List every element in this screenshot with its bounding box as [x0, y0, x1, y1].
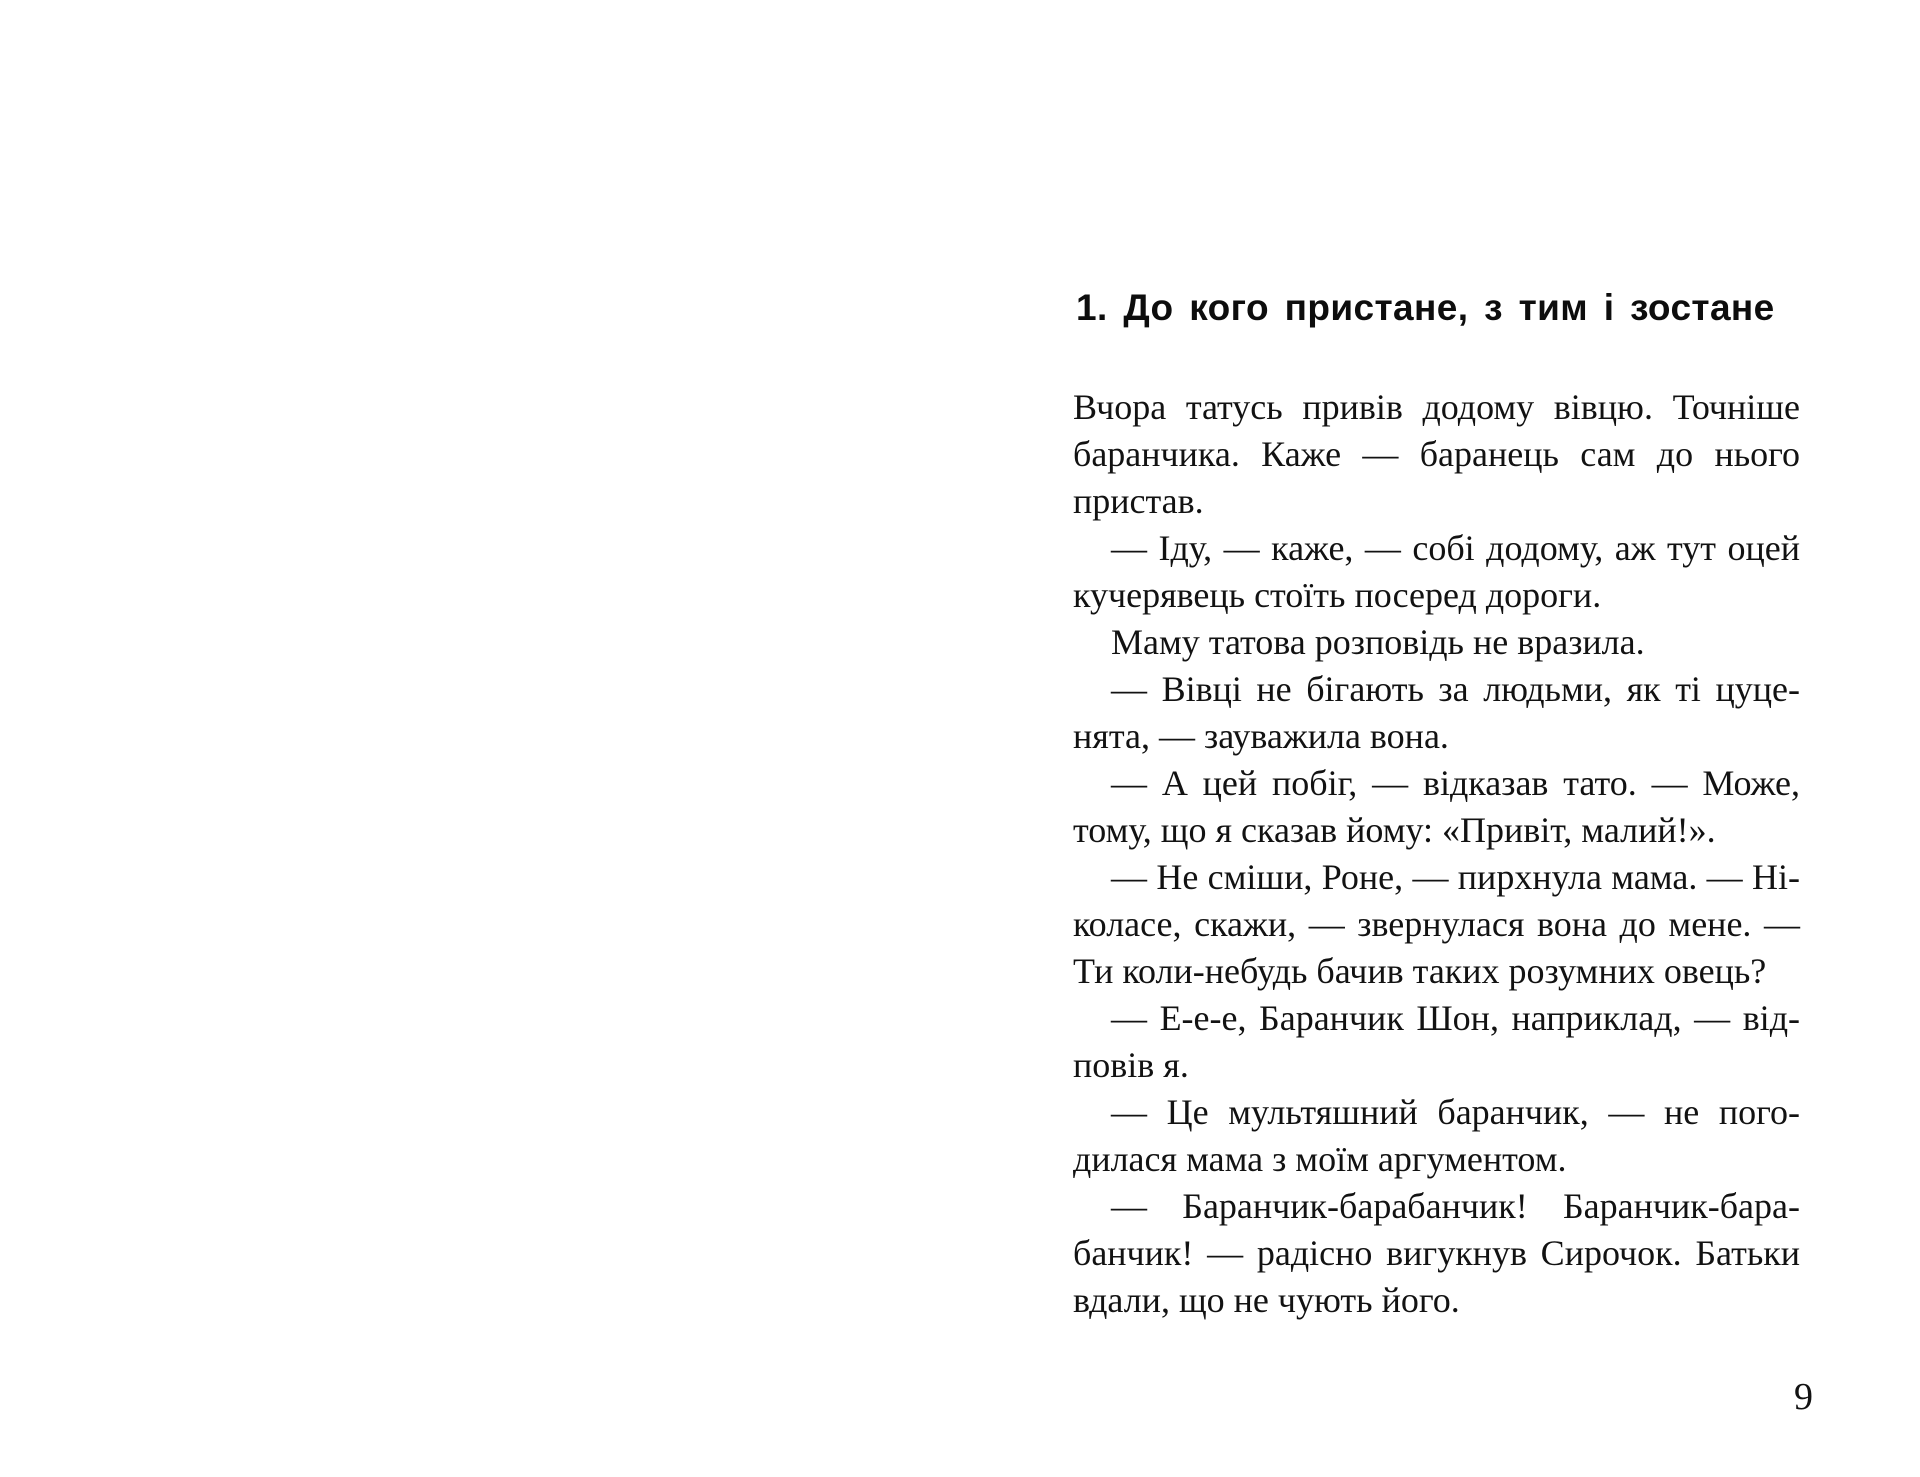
text-line: — А цей побіг, — відказав тато. — Може, [1111, 763, 1800, 803]
text-line: — Це мультяшний баранчик, — не пого- [1111, 1092, 1800, 1132]
text-line: повів я. [1073, 1045, 1189, 1085]
text-line: коласе, скажи, — звернулася вона до мене. — [1073, 904, 1800, 944]
text-line: пристав. [1073, 481, 1204, 521]
page-number: 9 [1794, 1376, 1813, 1418]
text-line: — Баранчик-барабанчик! Баранчик-бара- [1111, 1186, 1800, 1226]
text-line: кучерявець стоїть посеред дороги. [1073, 575, 1602, 615]
text-line: тому, що я сказав йому: «Привіт, малий!». [1073, 810, 1716, 850]
text-line: баранчика. Каже — баранець сам до нього [1073, 434, 1800, 474]
text-line: нята, — зауважила вона. [1073, 716, 1449, 756]
text-line: Ти коли-небудь бачив таких розумних овець? [1073, 951, 1767, 991]
text-line: банчик! — радісно вигукнув Сирочок. Батьки [1073, 1233, 1800, 1273]
chapter-title: 1. До кого пристане, з тим і зостане [1076, 287, 1775, 328]
text-line: — Е-е-е, Баранчик Шон, наприклад, — від- [1111, 998, 1800, 1038]
text-line: дилася мама з моїм аргументом. [1073, 1139, 1567, 1179]
text-line: Маму татова розповідь не вразила. [1111, 622, 1645, 662]
text-line: Вчора татусь привів додому вівцю. Точніше [1073, 387, 1800, 427]
text-line: — Іду, — каже, — собі додому, аж тут оцей [1111, 528, 1800, 568]
text-line: — Вівці не бігають за людьми, як ті цуце- [1111, 669, 1800, 709]
text-line: вдали, що не чують його. [1073, 1280, 1460, 1320]
body-text [1073, 384, 1800, 1324]
text-line: — Не сміши, Роне, — пирхнула мама. — Ні- [1111, 857, 1800, 897]
